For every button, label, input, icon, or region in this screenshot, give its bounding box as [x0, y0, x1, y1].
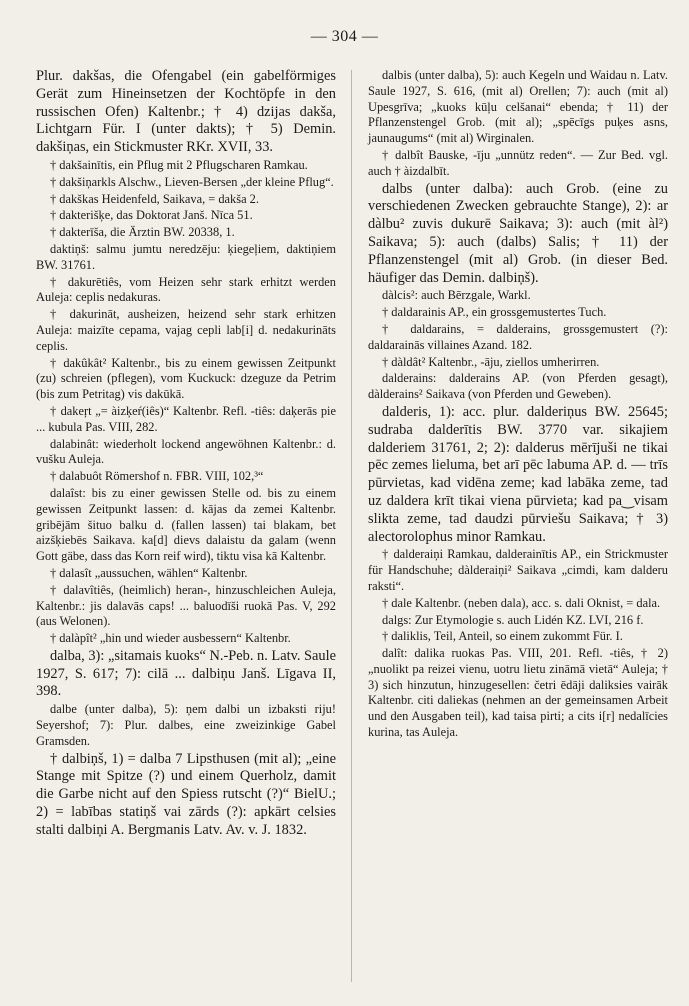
right-column — [368, 68, 668, 742]
entry-daldarainis: † daldarainis AP., ein grossgemustertes Tuch. — [382, 305, 607, 320]
entry-daktins: daktiņš: salmu jumtu neredzēju: ķiegeļiem, daktiņiem BW. 31761. — [36, 241, 336, 272]
entry-dakukat: † dakûkât² Kaltenbr., bis zu einem gewissen Zeitpunkt (zu) schreien (pflegen), vom Kuckuck: dzeguze da Petrim (bis zum Petritag) vis dakūkā. — [36, 355, 336, 402]
entry-daldat: † dàldât² Kaltenbr., -āju, ziellos umherirren. — [382, 354, 600, 369]
entry-dalabuot: † dalabuôt Römershof n. FBR. VIII, 102,³“ — [50, 469, 264, 484]
entry-dalderis: dalderis, 1): acc. plur. dalderiņus BW. 25645; sudraba dalderītis BW. 3770 var. sikajiem dalderiem 31761, 2; 2): dalderus mērījuši ne tikai pēc zemes lieluma, bet arī pēc labuma AP. d. — trīs pūrvietas, kad vidēna zeme; kad labāka zeme, tad uz daldera krīt tikai viena pūrvieta; kad pa‿visam slikta zeme, tad daudzi pūrviešu Saikava; † 3) alectorolophus minor Ramkau. — [368, 403, 668, 545]
entry-dalderains: dalderains: dalderains AP. (von Pferden gesagt), dàlderains² Saikava (von Pferden und Geweben). — [368, 371, 668, 402]
entry-dakert: † dakeŗt „= àizķeŕ(iês)“ Kaltenbr. Refl. -tiês: daķerās pie ... kubula Pas. VIII, 282. — [36, 403, 336, 434]
entry-daksa-plural: Plur. dakšas, die Ofengabel (ein gabelförmiges Gerät zum Hineinsetzen der Kochtöpfe in den russischen Ofen) Kaltenbr.; † 4) dzijas dakša, Lichtgarn Für. I (unter dakts); † 5) Demin. dakšiņas, ein Stickmuster RKr. XVII, 33. — [36, 68, 336, 156]
entry-dalaist: dalaîst: bis zu einer gewissen Stelle od. bis zu einem gewissen Zeitpunkt lassen: d. kājas da zemei Kaltenbr. gribējām šituo balku d. (fallen lassen) tai blakam, bet aizšķiebēs Saikava. ka[d] dievs dalaistu da galam (wenn Gott gäbe, dass das Korn reif wird), tiktu visa kā Kaltenbr. — [36, 485, 336, 564]
entry-dalbs: dalbs (unter dalba): auch Grob. (eine zu verschiedenen Zwecken gebrauchte Stange), 2): ar dàlbu² zuvis dukurē Saikava; 3): auch (mit àl²) Saikava; 5): auch (dalbs) Salis; † 11) der Pflanzenstengel (mit al) Grob. (in dieser Bed. häufiger das Demin. dalbiņš). — [368, 180, 668, 286]
entry-daksinarkls: † dakšiņarkls Alschw., Lieven-Bersen „der kleine Pflug“. — [50, 174, 334, 189]
entry-dalabinat: dalabinât: wiederholt lockend angewöhnen Kaltenbr.: d. vušku Auleja. — [36, 436, 336, 467]
entry-dalit: dalît: dalika ruokas Pas. VIII, 201. Refl. -tiês, † 2) „nuolikt pa reizei vienu, uotru lietu zināmā vietā“ Auleja; † 3) sich hinzutun, hinzugesellen: četri ēdāji daliksies vairāk Kaltenbr. citi daliekas (nehmen an der gemeinsamen Arbeit und den Ausgaben teil), kad taisa pirti; a cits i[r] nedalīcies kurina, tas Auleja. — [368, 646, 668, 740]
page-number: — 304 — — [310, 28, 379, 45]
entry-dalba: dalba, 3): „sitamais kuoks“ N.-Peb. n. Latv. Saule 1927, S. 617; 7): cilā ... dalbiņu Janš. Līgava II, 398. — [36, 647, 337, 700]
entry-dalbis: dalbis (unter dalba), 5): auch Kegeln und Waidau n. Latv. Saule 1927, S. 616, (mit al) Orellen; 7): auch (mit al) Upesgrīva; „kuoks kūļu celšanai“ ebenda; † 11) der Pflanzenstengel Grob. (mit al); „spēcīgs puķes asns, jaunaugums“ (mit al) Wirginalen. — [368, 68, 668, 146]
entry-dalcis: dàlcis²: auch Bērzgale, Warkl. — [382, 288, 531, 303]
entry-dalbins: † dalbiņš, 1) = dalba 7 Lipsthusen (mit al); „eine Stange mit Spitze (?) und einem Querholz, damit die Garbe nicht auf den Spiess rutscht (?)“ BielU.; 2) = labības statiņš vai zārds (?): apkārt celsies stalti dalbiņi A. Bergmanis Latv. Av. v. J. 1832. — [36, 750, 336, 838]
entry-dalderaini: † dalderaiņi Ramkau, dalderainītis AP., ein Strickmuster für Handschuhe; dàlderaiņi² Saikava „cimdi, kam dalderu raksti“. — [368, 547, 668, 593]
entry-daksainitis: † dakšainītis, ein Pflug mit 2 Pflugscharen Ramkau. — [50, 157, 308, 172]
entry-dalbe: dalbe (unter dalba), 5): ņem dalbi un izbaksti riju! Seyershof; 7): Plur. dalbes, eine zweizinkige Gabel Gramsden. — [36, 702, 336, 748]
column-divider — [351, 70, 352, 982]
entry-daldarains: † daldarains, = dalderains, grossgemustert (?): daldarainās villaines Azand. 182. — [368, 321, 668, 352]
entry-dakteriske: † dakterišķe, das Doktorat Janš. Nīca 51. — [50, 208, 253, 223]
entry-dalavities: † dalavîtiês, (heimlich) heran-, hinzuschleichen Auleja, Kaltenbr.: jis dalavās caps! ... baluodīši ruokā Pas. V, 292 (aus Welonen). — [36, 582, 336, 629]
entry-dalasit: † dalasît „aussuchen, wählen“ Kaltenbr. — [50, 565, 248, 580]
left-column — [36, 68, 336, 841]
entry-dakterisa: † dakterīša, die Ärztin BW. 20338, 1. — [50, 225, 235, 240]
entry-dale: † dale Kaltenbr. (neben dala), acc. s. dali Oknist, = dala. — [382, 595, 661, 610]
entry-dalgs: dalgs: Zur Etymologie s. auch Lidén KZ. LVI, 216 f. — [382, 612, 644, 627]
entry-daliklis: † daliklis, Teil, Anteil, so einem zukommt Für. I. — [382, 629, 623, 644]
entry-dakuretie: † dakurētiês, vom Heizen sehr stark erhitzt werden Auleja: ceplis nedakuras. — [36, 274, 336, 305]
entry-dakurinat: † dakurināt, ausheizen, heizend sehr stark erhitzen Auleja: maizīte cepama, vajag cepli lab[i] d. nedakurināts ceplis. — [36, 307, 336, 353]
entry-dakskas: † dakškas Heidenfeld, Saikava, = dakša 2. — [50, 191, 259, 206]
entry-dalbit: † dalbît Bauske, -īju „unnütz reden“. — Zur Bed. vgl. auch † àizdalbīt. — [368, 147, 668, 178]
entry-dalapit: † dalàpît² „hin und wieder ausbessern“ Kaltenbr. — [50, 631, 291, 646]
